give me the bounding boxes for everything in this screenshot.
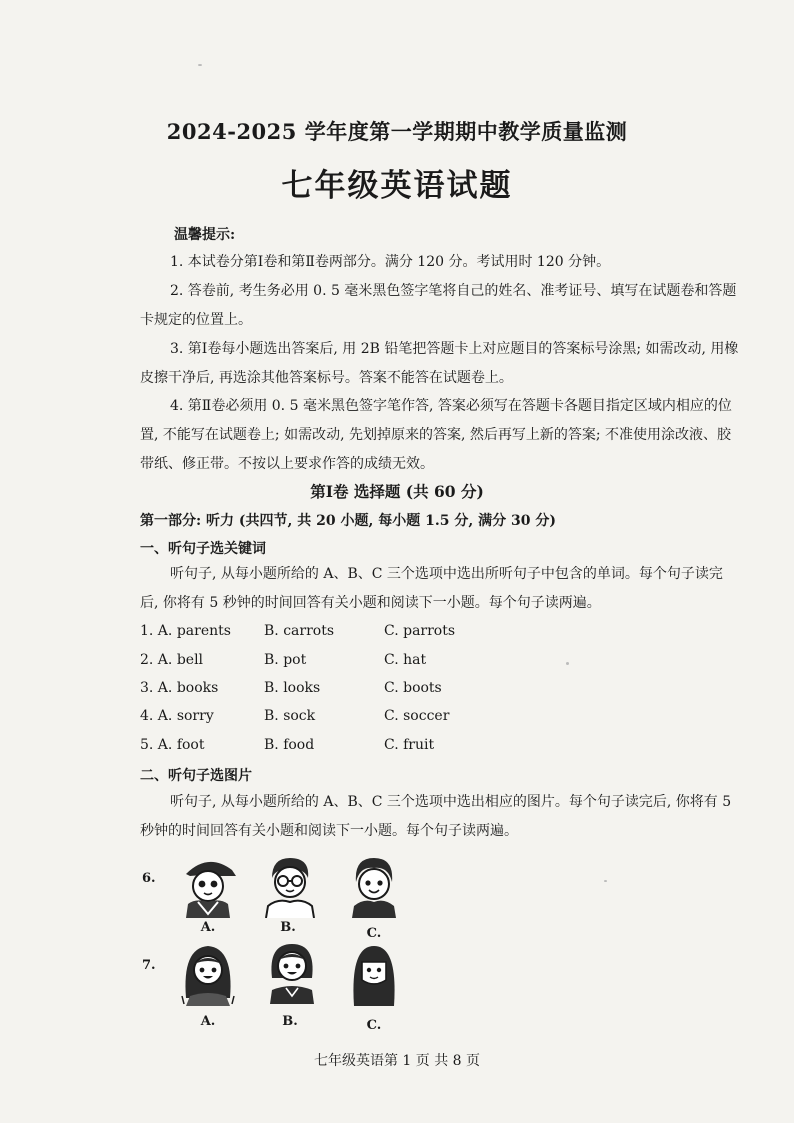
option-c: C. hat — [384, 652, 427, 668]
picture-label: A. — [200, 1014, 216, 1029]
question-6-number: 6. — [142, 871, 156, 886]
part1-heading: 第一部分: 听力 (共四节, 共 20 小题, 每小题 1.5 分, 满分 30 分) — [140, 513, 556, 529]
section2-title: 二、听句子选图片 — [140, 768, 252, 784]
option-b: B. food — [264, 737, 315, 753]
tip-item-2: 2. 答卷前, 考生务必用 0. 5 毫米黑色签字笔将自己的姓名、准考证号、填写在试题卷和答题卡规定的位置上。 — [140, 283, 737, 328]
scan-speck — [566, 662, 569, 665]
option-b: B. looks — [264, 680, 321, 696]
picture-label: A. — [200, 920, 216, 935]
girl-with-straight-hair-picture — [342, 940, 406, 1006]
question-row — [140, 652, 540, 676]
boy-with-cap-picture — [176, 852, 240, 918]
option-b: B. pot — [264, 652, 307, 668]
exam-header-title: 2024-2025 学年度第一学期期中教学质量监测 — [166, 119, 628, 144]
option-c: C. fruit — [384, 737, 435, 753]
tip-item-3: 3. 第Ⅰ卷每小题选出答案后, 用 2B 铅笔把答题卡上对应题目的答案标号涂黑; 如需改动, 用橡皮擦干净后, 再选涂其他答案标号。答案不能答在试题卷上。 — [140, 341, 739, 386]
section2-instructions: 听句子, 从每小题所给的 A、B、C 三个选项中选出相应的图片。每个句子读完后, 你将有 5 秒钟的时间回答有关小题和阅读下一小题。每个句子读两遍。 — [140, 794, 732, 839]
exam-subject-title: 七年级英语试题 — [281, 168, 513, 204]
volume-heading: 第Ⅰ卷 选择题 (共 60 分) — [310, 482, 484, 501]
tips-title: 温馨提示: — [174, 227, 236, 243]
option-a: 5. A. foot — [140, 737, 205, 753]
option-a: 3. A. books — [140, 680, 219, 696]
boy-with-glasses-picture — [258, 852, 322, 918]
option-c: C. soccer — [384, 708, 450, 724]
section1-instructions: 听句子, 从每小题所给的 A、B、C 三个选项中选出所听句子中包含的单词。每个句子读完后, 你将有 5 秒钟的时间回答有关小题和阅读下一小题。每个句子读两遍。 — [140, 566, 723, 611]
tip-item-1: 1. 本试卷分第Ⅰ卷和第Ⅱ卷两部分。满分 120 分。考试用时 120 分钟。 — [170, 254, 611, 270]
picture-label: C. — [366, 926, 382, 941]
option-b: B. sock — [264, 708, 316, 724]
section1-title: 一、听句子选关键词 — [140, 541, 266, 557]
picture-label: B. — [282, 1014, 298, 1029]
option-a: 4. A. sorry — [140, 708, 214, 724]
tip-item-4: 4. 第Ⅱ卷必须用 0. 5 毫米黑色签字笔作答, 答案必须写在答题卡各题目指定区域内相应的位置, 不能写在试题卷上; 如需改动, 先划掉原来的答案, 然后再写上新的答案; 不准使用涂改液、胶带纸、修正带。不按以上要求作答的成绩无效。 — [140, 398, 732, 472]
question-row — [140, 737, 540, 761]
option-a: 2. A. bell — [140, 652, 204, 668]
option-c: C. boots — [384, 680, 442, 696]
scan-speck — [604, 880, 607, 882]
boy-with-short-hair-picture — [342, 852, 406, 918]
scan-speck — [198, 64, 202, 66]
girl-with-long-hair-picture — [176, 940, 240, 1006]
question-7-number: 7. — [142, 958, 156, 973]
question-row — [140, 680, 540, 704]
picture-label: C. — [366, 1018, 382, 1033]
option-b: B. carrots — [264, 623, 334, 639]
question-row — [140, 708, 540, 732]
picture-label: B. — [280, 920, 296, 935]
option-c: C. parrots — [384, 623, 456, 639]
page-footer: 七年级英语第 1 页 共 8 页 — [313, 1053, 481, 1069]
option-a: 1. A. parents — [140, 623, 231, 639]
question-row — [140, 623, 540, 647]
girl-with-pigtails-picture — [260, 938, 324, 1004]
